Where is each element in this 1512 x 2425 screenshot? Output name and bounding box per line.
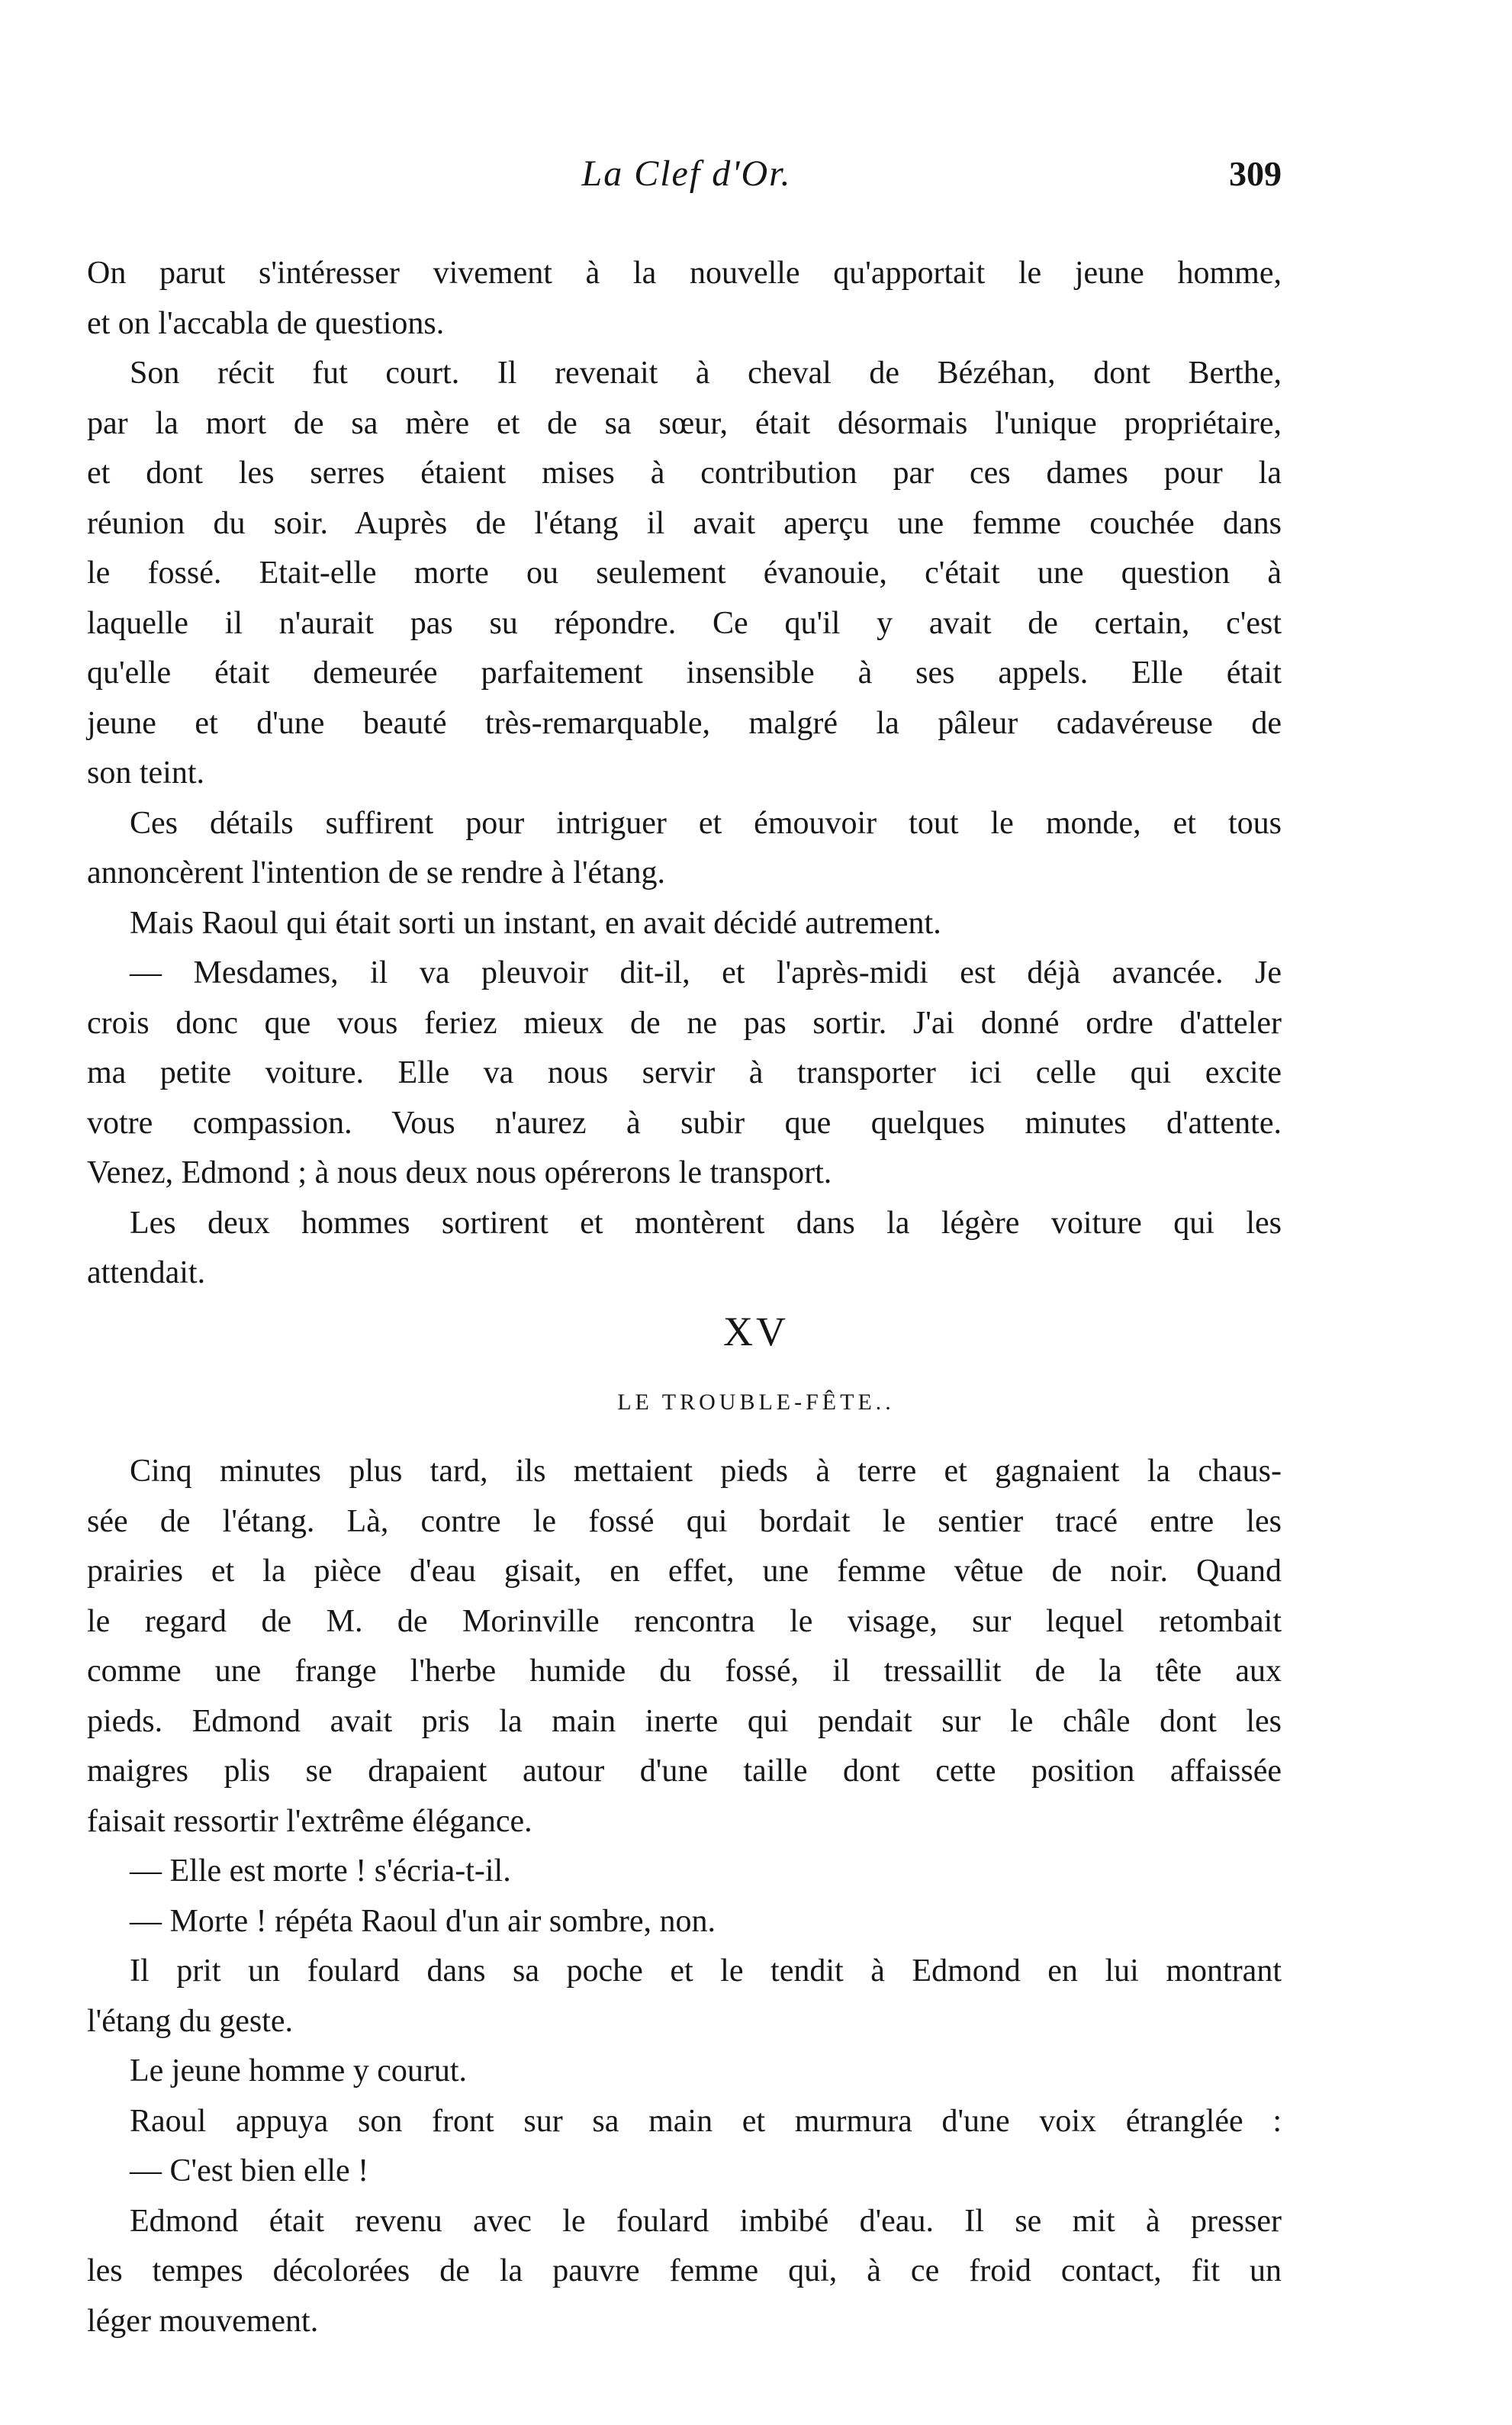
- text-line: pieds. Edmond avait pris la main inerte qui pendait sur le châle dont les: [87, 1703, 1282, 1739]
- text-line: faisait ressortir l'extrême élégance.: [87, 1803, 532, 1839]
- text-line: — Morte ! répéta Raoul d'un air sombre, non.: [130, 1903, 716, 1939]
- text-line: sée de l'étang. Là, contre le fossé qui bordait le sentier tracé entre les: [87, 1503, 1282, 1539]
- text-line: son teint.: [87, 755, 204, 791]
- text-line: les tempes décolorées de la pauvre femme qui, à ce froid contact, fit un: [87, 2253, 1282, 2288]
- text-line: — Mesdames, il va pleuvoir dit-il, et l'après-midi est déjà avancée. Je: [130, 955, 1282, 990]
- text-line: jeune et d'une beauté très-remarquable, malgré la pâleur cadavéreuse de: [87, 705, 1282, 741]
- text-line: Venez, Edmond ; à nous deux nous opérerons le transport.: [87, 1155, 832, 1190]
- running-title: La Clef d'Or.: [581, 153, 792, 194]
- text-line: crois donc que vous feriez mieux de ne pas sortir. J'ai donné ordre d'atteler: [87, 1005, 1282, 1041]
- text-line: comme une frange l'herbe humide du fossé, il tressaillit de la tête aux: [87, 1654, 1282, 1689]
- text-line: attendait.: [87, 1255, 206, 1290]
- text-line: ma petite voiture. Elle va nous servir à transporter ici celle qui excite: [87, 1055, 1282, 1090]
- text-line: Edmond était revenu avec le foulard imbibé d'eau. Il se mit à presser: [130, 2203, 1282, 2239]
- text-line: et on l'accabla de questions.: [87, 305, 445, 341]
- text-block-before-chapter: [87, 249, 1282, 1299]
- text-line: Le jeune homme y courut.: [130, 2053, 468, 2088]
- text-line: le regard de M. de Morinville rencontra le visage, sur lequel retombait: [87, 1603, 1282, 1639]
- text-line: Cinq minutes plus tard, ils mettaient pieds à terre et gagnaient la chaus-: [130, 1454, 1282, 1489]
- text-line: Il prit un foulard dans sa poche et le tendit à Edmond en lui montrant: [130, 1953, 1282, 1989]
- text-line: Raoul appuya son front sur sa main et murmura d'une voix étranglée :: [130, 2103, 1282, 2139]
- text-line: par la mort de sa mère et de sa sœur, était désormais l'unique propriétaire,: [87, 405, 1282, 441]
- text-line: — Elle est morte ! s'écria-t-il.: [130, 1853, 511, 1889]
- text-block-after-chapter: [87, 1447, 1282, 2346]
- text-line: et dont les serres étaient mises à contribution par ces dames pour la: [87, 456, 1282, 491]
- text-line: annoncèrent l'intention de se rendre à l'étang.: [87, 855, 665, 890]
- text-line: — C'est bien elle !: [130, 2153, 369, 2188]
- text-line: prairies et la pièce d'eau gisait, en effet, une femme vêtue de noir. Quand: [87, 1554, 1282, 1589]
- text-line: votre compassion. Vous n'aurez à subir que quelques minutes d'attente.: [87, 1105, 1282, 1141]
- text-line: maigres plis se drapaient autour d'une taille dont cette position affaissée: [87, 1754, 1282, 1789]
- chapter-title: LE TROUBLE-FÊTE..: [617, 1390, 895, 1415]
- page-header: [92, 151, 1282, 197]
- text-line: Son récit fut court. Il revenait à cheval de Bézéhan, dont Berthe,: [130, 356, 1282, 391]
- text-line: On parut s'intéresser vivement à la nouvelle qu'apportait le jeune homme,: [87, 256, 1282, 291]
- text-line: qu'elle était demeurée parfaitement insensible à ses appels. Elle était: [87, 655, 1282, 691]
- text-line: Ces détails suffirent pour intriguer et émouvoir tout le monde, et tous: [130, 805, 1282, 841]
- page-number: 309: [1229, 154, 1282, 193]
- text-line: l'étang du geste.: [87, 2003, 293, 2039]
- text-line: Les deux hommes sortirent et montèrent dans la légère voiture qui les: [130, 1205, 1282, 1241]
- text-line: laquelle il n'aurait pas su répondre. Ce qu'il y avait de certain, c'est: [87, 605, 1282, 641]
- text-line: réunion du soir. Auprès de l'étang il avait aperçu une femme couchée dans: [87, 505, 1282, 541]
- text-line: le fossé. Etait-elle morte ou seulement évanouie, c'était une question à: [87, 556, 1282, 591]
- chapter-number: XV: [723, 1309, 789, 1354]
- text-line: léger mouvement.: [87, 2303, 319, 2339]
- text-line: Mais Raoul qui était sorti un instant, en avait décidé autrement.: [130, 905, 941, 941]
